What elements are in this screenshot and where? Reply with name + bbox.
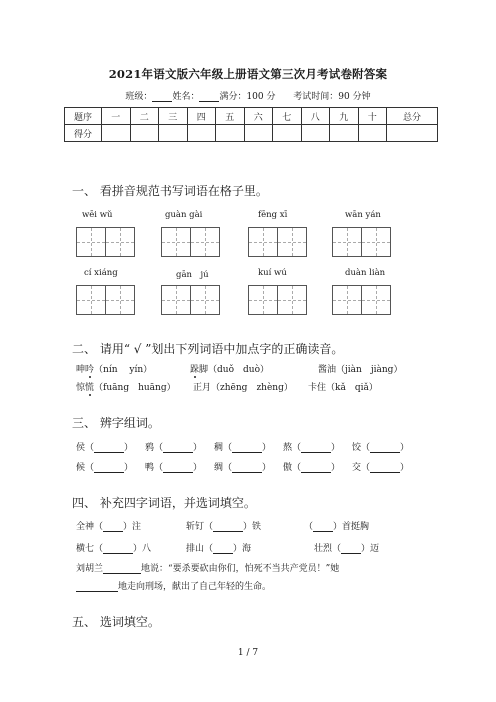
pinyin: cí xiáng [84,268,118,278]
table-cell: 十 [358,108,387,125]
pinyin-options[interactable]: （fuāng huāng） [94,383,176,393]
answer-blank[interactable] [94,442,124,453]
dotted-char: 吟 [85,365,95,375]
char: 交 [352,463,362,473]
char: 侯 [76,443,86,453]
char-group-item: 稠（ ） [214,443,272,453]
score-cell[interactable] [301,125,330,142]
table-cell: 得分 [65,125,102,142]
sentence-part: 地说：“要杀要砍由你们，怕死不当共产党员！”她 [141,564,340,574]
char-group-item: 交（ ） [352,463,410,473]
writing-grid[interactable] [76,285,135,315]
idiom-part: ）铁 [243,522,262,532]
reading-item [190,362,269,375]
answer-blank[interactable] [163,462,193,473]
sentence-part: 地走向刑场，献出了自己年轻的生命。 [118,582,272,592]
char-group-item: 鸭（ ） [145,463,203,473]
score-cell[interactable] [244,125,273,142]
section-2-title: 二、 请用“ √ ”划出下列词语中加点字的正确读音。 [72,342,344,356]
table-cell: 四 [187,108,216,125]
char: 稠 [214,443,224,453]
pinyin: wān yán [345,210,381,220]
score-cell[interactable] [273,125,302,142]
sentence-part: 刘胡兰 [76,564,104,574]
answer-blank[interactable] [103,543,133,554]
answer-blank[interactable] [76,581,118,592]
idiom-part: 壮烈（ [314,544,342,554]
idiom-part: （ [304,522,314,532]
pinyin: duàn liàn [345,268,386,278]
table-cell: 题序 [65,108,102,125]
answer-blank[interactable] [94,462,124,473]
char-group-item: 绸（ ） [214,463,272,473]
idiom-item [186,541,251,554]
class-label: 班级： [125,92,153,102]
idiom-item [76,541,151,554]
dotted-char: 跺 [190,365,200,375]
char: 绸 [214,463,224,473]
pinyin-options[interactable]: （kǎ qiǎ） [326,383,378,393]
char-group-item: 鸦（ ） [145,443,203,453]
table-cell: 二 [130,108,159,125]
answer-blank[interactable] [103,563,141,574]
char-group-item: 傲（ ） [283,463,341,473]
section-1-title: 一、 看拼音规范书写词语在格子里。 [72,184,268,198]
idiom-part: 斩钉（ [186,522,214,532]
name-label: 姓名： [172,92,200,102]
score-cell[interactable] [159,125,188,142]
word: 卡住 [308,383,327,393]
pinyin-options[interactable]: （nín yín） [94,365,153,375]
writing-grid[interactable] [161,285,220,315]
answer-blank[interactable] [213,543,233,554]
score-table [64,107,438,142]
idiom-part: 横七（ [76,544,104,554]
answer-blank[interactable] [313,521,333,532]
pinyin: fēng xī [258,210,288,220]
idiom-item [186,519,261,532]
char: 饺 [352,443,362,453]
reading-item [318,362,402,375]
idiom-item [76,519,141,532]
answer-blank[interactable] [370,462,400,473]
table-cell: 总分 [387,108,438,125]
writing-grid[interactable] [332,227,391,257]
answer-blank[interactable] [232,442,262,453]
section-5-title: 五、 选词填空。 [72,615,160,629]
idiom-part: ）八 [133,544,152,554]
table-cell: 一 [102,108,131,125]
answer-blank[interactable] [163,442,193,453]
reading-item [76,362,152,375]
char-group-item: 侯（ ） [76,443,134,453]
exam-time: 考试时间：90 分钟 [293,92,371,102]
score-cell[interactable] [358,125,387,142]
writing-grid[interactable] [248,285,307,315]
class-blank[interactable] [152,91,172,102]
table-cell: 六 [244,108,273,125]
writing-grid[interactable] [332,285,391,315]
idiom-part: 排山（ [186,544,214,554]
char-group-item: 饺（ ） [352,443,410,453]
answer-blank[interactable] [213,521,243,532]
table-row [65,125,438,142]
dotted-char: 慌 [85,383,95,393]
idiom-part: ）注 [123,522,142,532]
idiom-part: ）首挺胸 [333,522,370,532]
writing-grid[interactable] [76,227,135,257]
fill-sentence [76,579,271,592]
full-score: 满分：100 分 [219,92,276,102]
answer-blank[interactable] [341,543,361,554]
answer-blank[interactable] [232,462,262,473]
pinyin-options[interactable]: （zhēng zhèng） [211,383,293,393]
table-cell: 三 [159,108,188,125]
pinyin: gān jú [176,270,209,280]
pinyin-options[interactable]: （jiàn jiàng） [336,365,403,375]
idiom-part: ）海 [233,544,252,554]
char: 鸭 [145,463,155,473]
word: 酱油 [318,365,337,375]
char: 候 [76,463,86,473]
reading-item [193,380,293,393]
table-cell: 九 [330,108,359,125]
answer-blank[interactable] [103,521,123,532]
table-cell: 五 [216,108,245,125]
word: 呻 [76,365,86,375]
score-cell[interactable] [102,125,131,142]
section-3-title: 三、 辨字组词。 [72,416,160,430]
score-cell[interactable] [216,125,245,142]
pinyin: guàn gài [165,210,203,220]
answer-blank[interactable] [301,462,331,473]
name-blank[interactable] [199,91,219,102]
word: 惊 [76,383,86,393]
section-4-title: 四、 补充四字词语，并选词填空。 [72,496,256,510]
pinyin: wēi wǔ [82,210,113,220]
answer-blank[interactable] [370,442,400,453]
idiom-part: ）迈 [361,544,380,554]
score-cell[interactable] [130,125,159,142]
pinyin-options[interactable]: （duǒ duò） [208,365,269,375]
word: 正月 [193,383,212,393]
writing-grid[interactable] [248,227,307,257]
page-title: 2021年语文版六年级上册语文第三次月考试卷附答案 [108,67,388,81]
writing-grid[interactable] [161,227,220,257]
char-group-item: 熬（ ） [283,443,341,453]
idiom-part: 全神（ [76,522,104,532]
answer-blank[interactable] [301,442,331,453]
word: 脚 [199,365,209,375]
table-cell: 八 [301,108,330,125]
char: 鸦 [145,443,155,453]
table-cell: 七 [273,108,302,125]
char: 傲 [283,463,293,473]
reading-item [76,380,176,393]
score-cell[interactable] [387,125,438,142]
char-group-item: 候（ ） [76,463,134,473]
idiom-item [314,541,379,554]
page-number: 1 / 7 [237,648,259,658]
student-info-line [0,89,496,102]
score-cell[interactable] [187,125,216,142]
score-cell[interactable] [330,125,359,142]
char: 熬 [283,443,293,453]
idiom-item [304,519,369,532]
table-row [65,108,438,125]
pinyin: kuí wú [258,268,287,278]
fill-sentence [76,561,339,574]
reading-item [308,380,378,393]
